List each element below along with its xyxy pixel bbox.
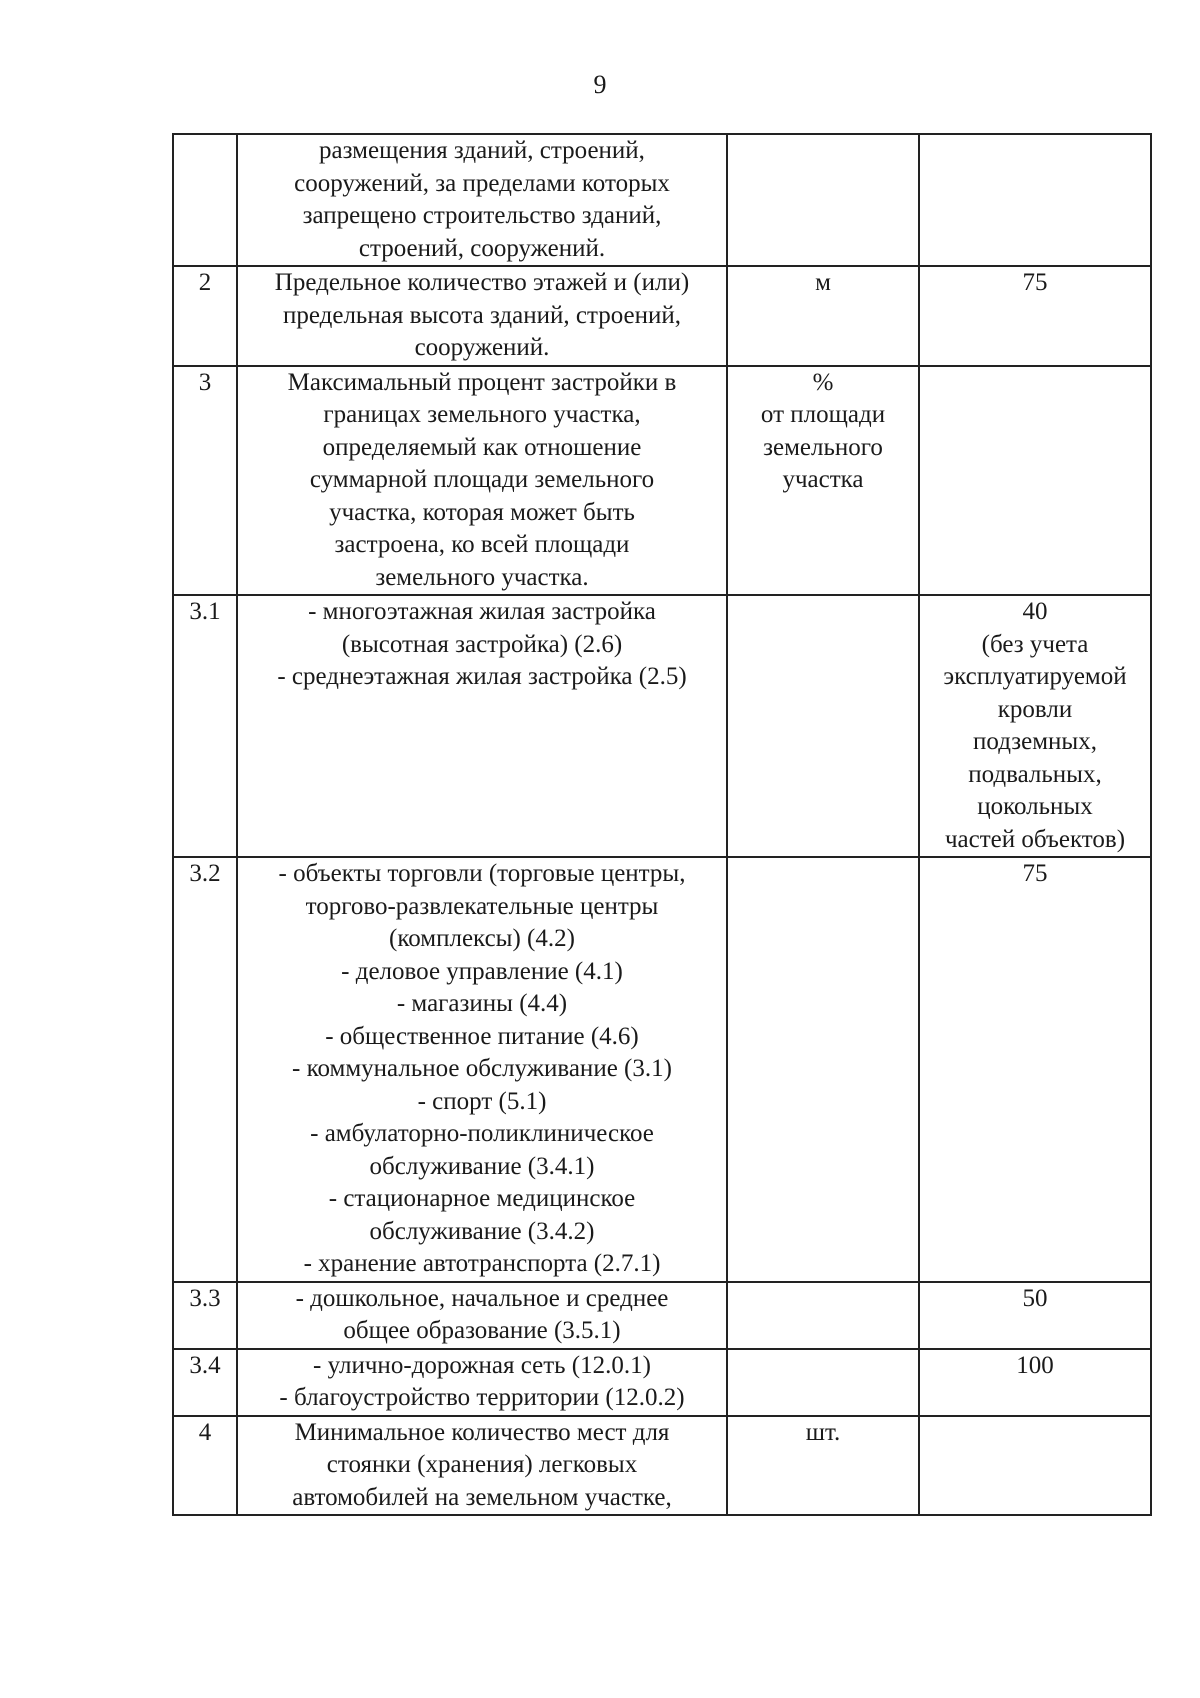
value-cell: 100 — [919, 1349, 1151, 1416]
unit-cell — [727, 134, 919, 266]
unit-cell: шт. — [727, 1416, 919, 1516]
unit-cell: % от площади земельного участка — [727, 366, 919, 596]
table-row — [173, 266, 1151, 366]
row-number-cell: 3.3 — [173, 1282, 237, 1349]
unit-cell — [727, 857, 919, 1282]
table-row — [173, 366, 1151, 596]
parameter-name-cell: Максимальный процент застройки в границах земельного участка, определяемый как отношение суммарной площади земельного участка, которая может быть застроена, ко всей площади земельного участка. — [237, 366, 727, 596]
row-number-cell: 2 — [173, 266, 237, 366]
value-cell: 75 — [919, 266, 1151, 366]
row-number-cell: 3 — [173, 366, 237, 596]
parameter-name-cell: - многоэтажная жилая застройка (высотная застройка) (2.6) - среднеэтажная жилая застройка (2.5) — [237, 595, 727, 857]
value-cell — [919, 366, 1151, 596]
value-cell: 50 — [919, 1282, 1151, 1349]
row-number-cell: 4 — [173, 1416, 237, 1516]
value-cell: 75 — [919, 857, 1151, 1282]
unit-cell: м — [727, 266, 919, 366]
value-cell: 40 (без учета эксплуатируемой кровли подземных, подвальных, цокольных частей объектов) — [919, 595, 1151, 857]
table-row — [173, 857, 1151, 1282]
table-row — [173, 134, 1151, 266]
table-row — [173, 595, 1151, 857]
row-number-cell: 3.1 — [173, 595, 237, 857]
value-cell — [919, 134, 1151, 266]
parameter-name-cell: - дошкольное, начальное и среднее общее образование (3.5.1) — [237, 1282, 727, 1349]
row-number-cell — [173, 134, 237, 266]
parameter-name-cell: - объекты торговли (торговые центры, торгово-развлекательные центры (комплексы) (4.2) - деловое управление (4.1) - магазины (4.4) - общественное питание (4.6) - коммунальное обслуживание (3.1) - спорт (5.1) - амбулаторно-поликлиническое обслуживание (3.4.1) - стационарное медицинское обслуживание (3.4.2) - хранение автотранспорта (2.7.1) — [237, 857, 727, 1282]
row-number-cell: 3.4 — [173, 1349, 237, 1416]
value-cell — [919, 1416, 1151, 1516]
unit-cell — [727, 1282, 919, 1349]
unit-cell — [727, 595, 919, 857]
parameter-name-cell: размещения зданий, строений, сооружений, за пределами которых запрещено строительство зданий, строений, сооружений. — [237, 134, 727, 266]
parameter-name-cell: Минимальное количество мест для стоянки (хранения) легковых автомобилей на земельном участке, — [237, 1416, 727, 1516]
row-number-cell: 3.2 — [173, 857, 237, 1282]
page-number: 9 — [593, 70, 607, 99]
table-row — [173, 1416, 1151, 1516]
table-row — [173, 1282, 1151, 1349]
parameter-name-cell: Предельное количество этажей и (или) предельная высота зданий, строений, сооружений. — [237, 266, 727, 366]
table-row — [173, 1349, 1151, 1416]
unit-cell — [727, 1349, 919, 1416]
parameter-name-cell: - улично-дорожная сеть (12.0.1) - благоустройство территории (12.0.2) — [237, 1349, 727, 1416]
parameters-table — [172, 133, 1152, 1516]
